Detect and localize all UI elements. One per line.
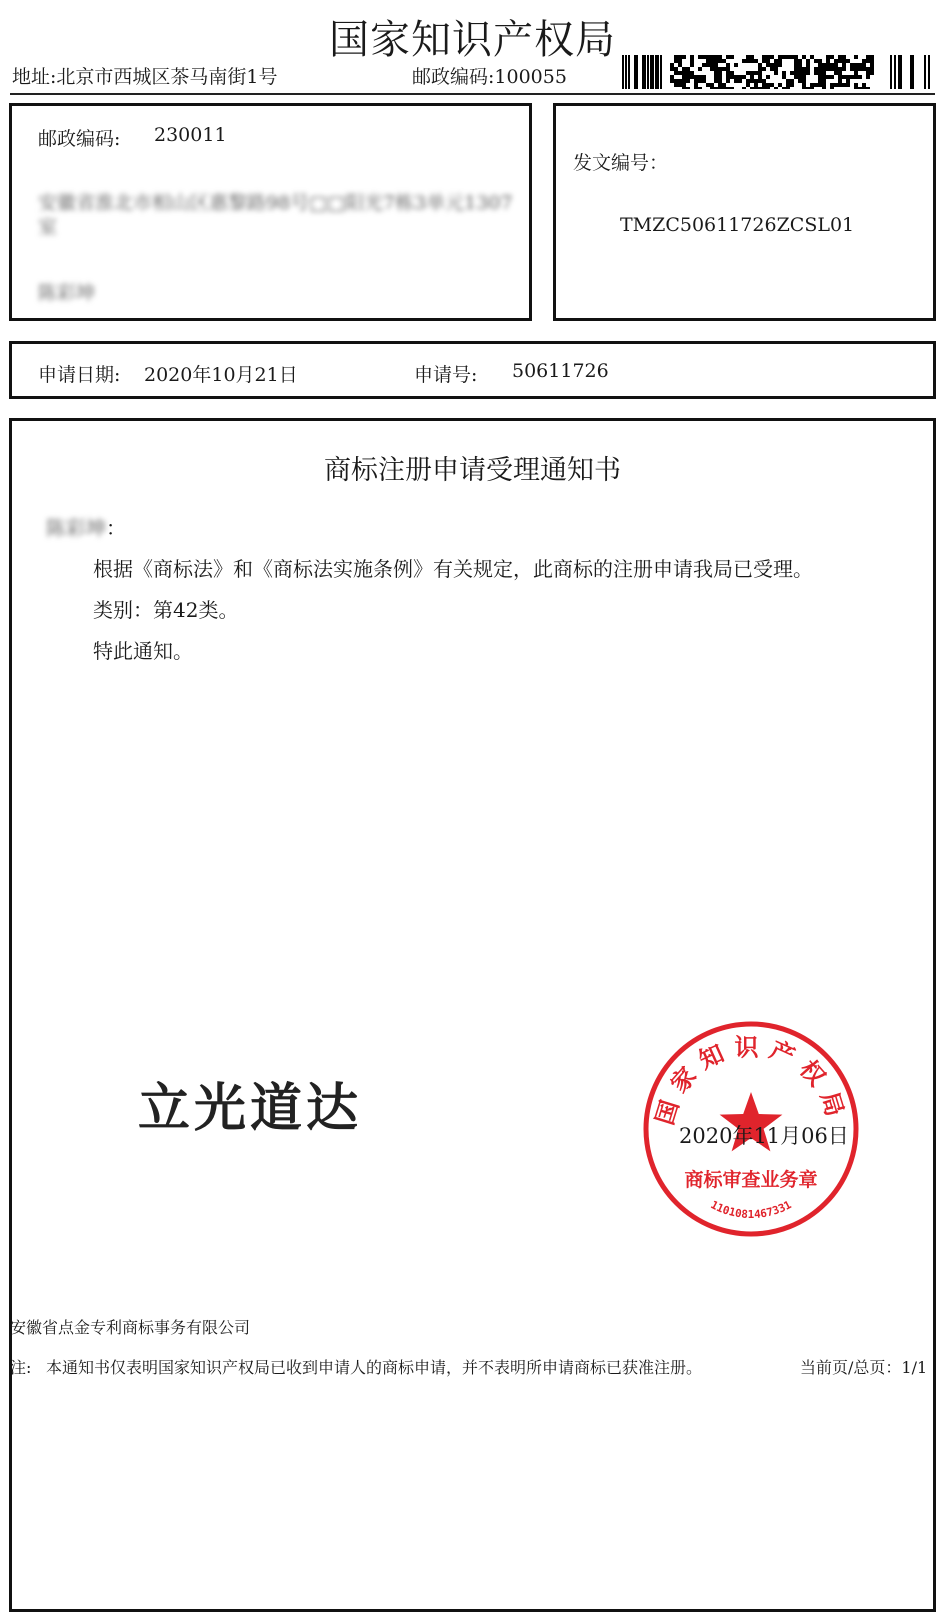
notice-salutation [46,512,126,541]
notice-body-line1: 根据《商标法》和《商标法实施条例》有关规定，此商标的注册申请我局已受理。 [93,557,813,581]
application-date-value: 2020年10月21日 [144,364,298,386]
header-divider [10,93,935,95]
application-number-label: 申请号: [414,364,478,386]
barcode-image [622,55,932,89]
office-address: 地址:北京市西城区茶马南街1号 [12,66,278,88]
application-number-value: 50611726 [512,360,609,382]
notice-body-line2: 类别：第42类。 [93,598,239,622]
notice-heading: 商标注册申请受理通知书 [324,455,621,486]
recipient-postcode-label: 邮政编码: [38,128,121,150]
recipient-postcode-value: 230011 [154,124,227,146]
agency-name: 安徽省点金专利商标事务有限公司 [10,1318,251,1337]
application-info-box [9,341,936,399]
footer-note: 本通知书仅表明国家知识产权局已收到申请人的商标申请，并不表明所申请商标已获准注册。 [46,1358,703,1377]
footer-note-label: 注: [10,1358,32,1377]
application-date-label: 申请日期: [38,364,121,386]
recipient-name: 陈彩坤 [38,282,96,304]
recipient-address-line2: 室 [38,216,58,238]
recipient-address: 安徽省淮北市相山区惠黎路98号□□阳光7栋3单元1307 [38,192,513,214]
brand-watermark: 立光道达 [138,1079,363,1139]
seal-number-path: 1101081467331 [708,1198,794,1222]
office-postcode: 邮政编码:100055 [412,66,567,88]
page-indicator: 当前页/总页：1/1 [800,1358,928,1377]
salutation-name: 陈彩坤 [46,516,106,540]
seal-number [708,1198,793,1221]
notice-date: 2020年11月06日 [679,1124,849,1148]
notice-body-line3: 特此通知。 [93,639,193,663]
page-title: 国家知识产权局 [329,17,616,63]
seal-top-path: 国家知识产权局 [650,1033,852,1129]
document-number-box [553,103,936,321]
seal-bottom-text: 商标审查业务章 [684,1169,818,1191]
document-number-label: 发文编号： [573,152,669,174]
recipient-box [9,103,532,321]
salutation-suffix: ： [106,516,126,540]
document-number-value: TMZC50611726ZCSL01 [620,214,855,236]
